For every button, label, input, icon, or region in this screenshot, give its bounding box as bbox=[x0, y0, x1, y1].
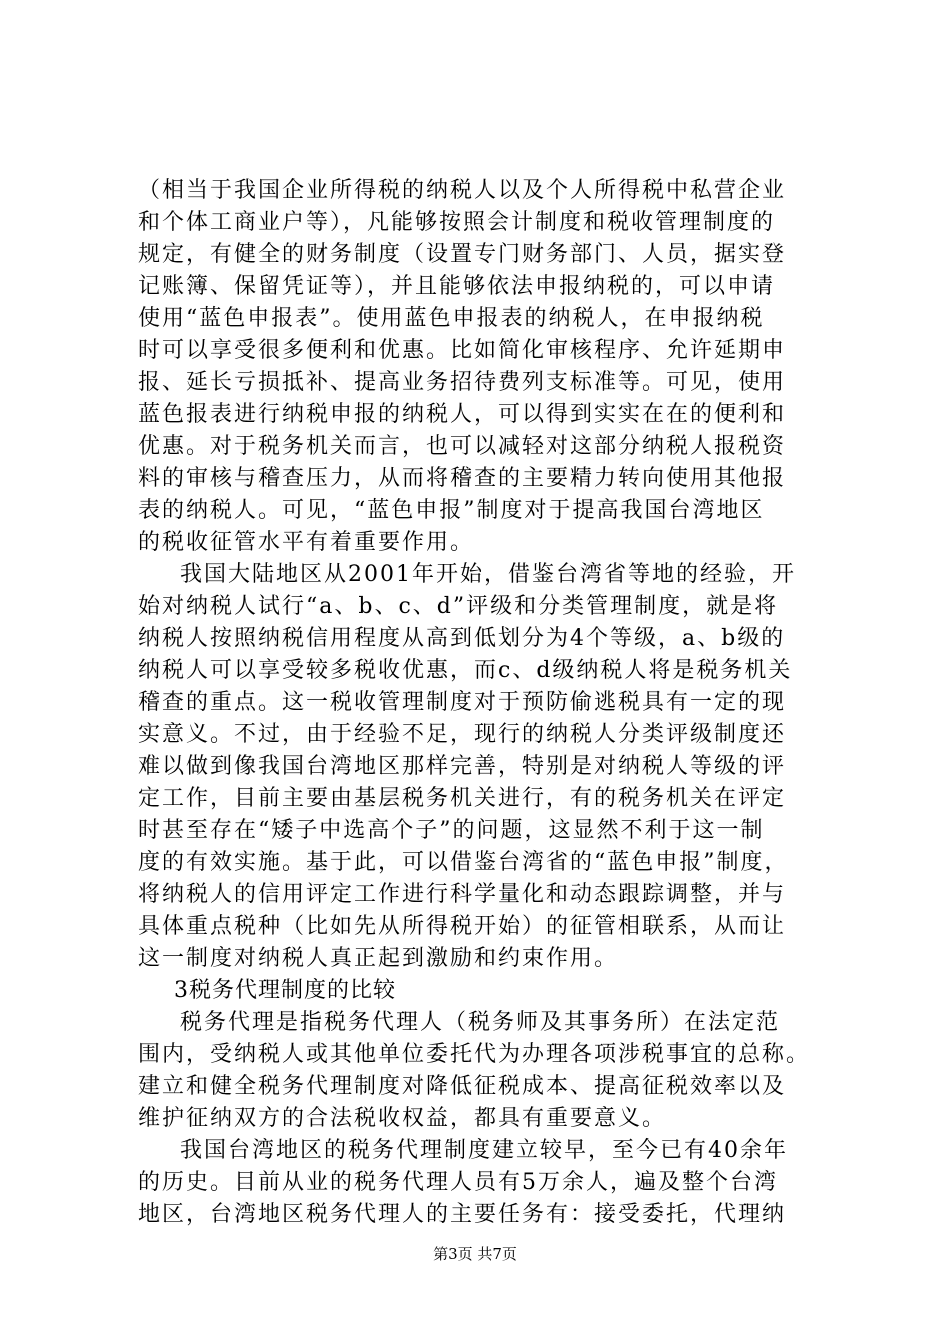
section-heading: 3税务代理制度的比较 bbox=[174, 978, 396, 1003]
paragraph-line: 这一制度对纳税人真正起到激励和约束作用。 bbox=[138, 946, 619, 971]
paragraph-line: 和个体工商业户等），凡能够按照会计制度和税收管理制度的 bbox=[138, 210, 776, 235]
paragraph-line: 具体重点税种（比如先从所得税开始）的征管相联系，从而让 bbox=[138, 914, 787, 939]
paragraph-line: 将纳税人的信用评定工作进行科学量化和动态跟踪调整，并与 bbox=[138, 882, 787, 907]
paragraph-line: 纳税人可以享受较多税收优惠，而c、d级纳税人将是税务机关 bbox=[138, 658, 793, 683]
paragraph-line: 稽查的重点。这一税收管理制度对于预防偷逃税具有一定的现 bbox=[138, 690, 787, 715]
page-number-label: 第3页 共7页 bbox=[433, 1245, 517, 1263]
paragraph-line: 时可以享受很多便利和优惠。比如简化审核程序、允许延期申 bbox=[138, 338, 787, 363]
paragraph-line: 的历史。目前从业的税务代理人员有5万余人，遍及整个台湾 bbox=[138, 1170, 778, 1195]
paragraph-line: 我国台湾地区的税务代理制度建立较早，至今已有40余年 bbox=[180, 1138, 788, 1163]
page-footer bbox=[0, 1244, 950, 1264]
paragraph-line: 税务代理是指税务代理人（税务师及其事务所）在法定范 bbox=[180, 1010, 781, 1035]
paragraph-3 bbox=[138, 1007, 838, 1135]
paragraph-line: 时甚至存在“矮子中选高个子”的问题，这显然不利于这一制 bbox=[138, 818, 765, 843]
paragraph-line: 维护征纳双方的合法税收权益，都具有重要意义。 bbox=[138, 1106, 667, 1131]
paragraph-line: 记账簿、保留凭证等），并且能够依法申报纳税的，可以申请 bbox=[138, 274, 776, 299]
paragraph-2 bbox=[138, 559, 838, 975]
paragraph-line: 蓝色报表进行纳税申报的纳税人，可以得到实实在在的便利和 bbox=[138, 402, 787, 427]
paragraph-line: 难以做到像我国台湾地区那样完善，特别是对纳税人等级的评 bbox=[138, 754, 787, 779]
paragraph-line: 使用“蓝色申报表”。使用蓝色申报表的纳税人，在申报纳税 bbox=[138, 306, 765, 331]
paragraph-line: 定工作，目前主要由基层税务机关进行，有的税务机关在评定 bbox=[138, 786, 787, 811]
paragraph-1 bbox=[138, 175, 838, 559]
paragraph-line: 建立和健全税务代理制度对降低征税成本、提高征税效率以及 bbox=[138, 1074, 787, 1099]
paragraph-line: 表的纳税人。可见，“蓝色申报”制度对于提高我国台湾地区 bbox=[138, 498, 765, 523]
paragraph-line: 料的审核与稽查压力，从而将稽查的主要精力转向使用其他报 bbox=[138, 466, 787, 491]
paragraph-line: 地区，台湾地区税务代理人的主要任务有：接受委托，代理纳 bbox=[138, 1202, 787, 1227]
paragraph-4 bbox=[138, 1135, 838, 1231]
paragraph-line: 始对纳税人试行“a、b、c、d”评级和分类管理制度，就是将 bbox=[138, 594, 779, 619]
document-body bbox=[138, 175, 838, 1231]
paragraph-line: （相当于我国企业所得税的纳税人以及个人所得税中私营企业 bbox=[138, 178, 787, 203]
paragraph-line: 规定，有健全的财务制度（设置专门财务部门、人员，据实登 bbox=[138, 242, 787, 267]
paragraph-line: 报、延长亏损抵补、提高业务招待费列支标准等。可见，使用 bbox=[138, 370, 787, 395]
paragraph-line: 的税收征管水平有着重要作用。 bbox=[138, 530, 475, 555]
paragraph-line: 度的有效实施。基于此，可以借鉴台湾省的“蓝色申报”制度， bbox=[138, 850, 789, 875]
paragraph-line: 优惠。对于税务机关而言，也可以减轻对这部分纳税人报税资 bbox=[138, 434, 787, 459]
paragraph-line: 我国大陆地区从2001年开始，借鉴台湾省等地的经验，开 bbox=[180, 562, 796, 587]
paragraph-line: 围内，受纳税人或其他单位委托代为办理各项涉税事宜的总称。 bbox=[138, 1042, 811, 1067]
paragraph-line: 实意义。不过，由于经验不足，现行的纳税人分类评级制度还 bbox=[138, 722, 787, 747]
paragraph-line: 纳税人按照纳税信用程度从高到低划分为4个等级，a、b级的 bbox=[138, 626, 786, 651]
